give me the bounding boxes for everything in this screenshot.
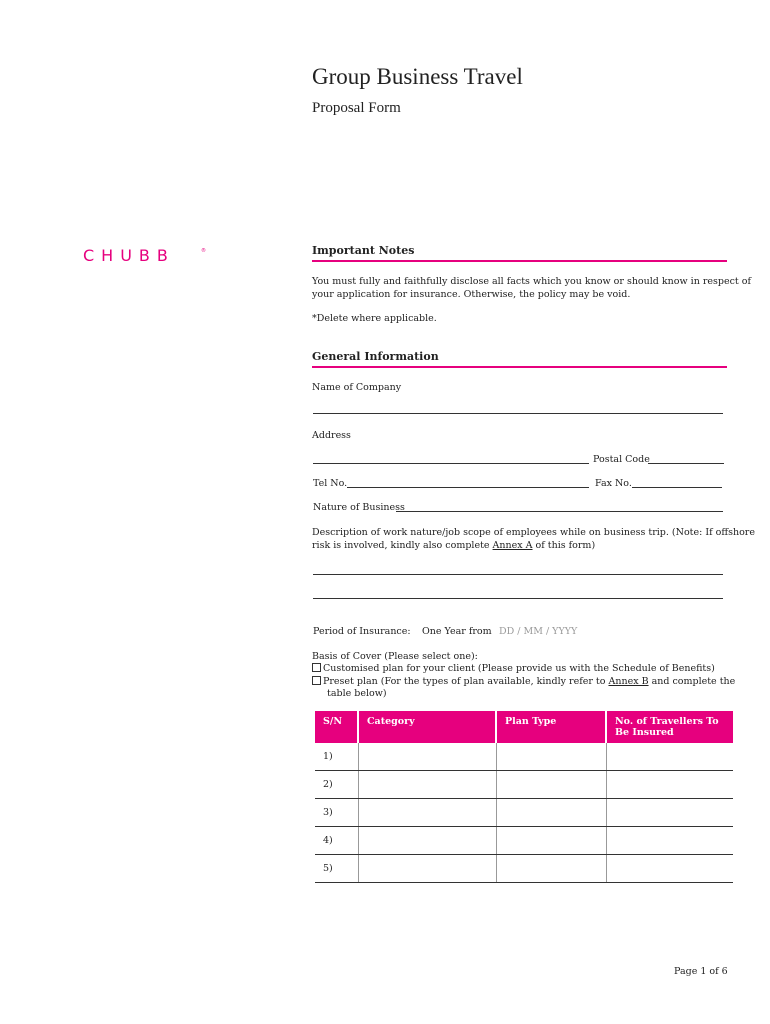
form-subtitle: Proposal Form [312,100,401,116]
address-label: Address [312,430,351,441]
logo-trademark: ® [201,248,206,254]
description-field-2[interactable] [313,598,723,599]
row-travellers-cell[interactable] [606,771,733,799]
annex-a-link[interactable]: Annex A [492,540,533,551]
address-field[interactable] [313,463,589,464]
header-category: Category [358,711,496,743]
nature-of-business-field[interactable] [396,511,723,512]
row-travellers-cell[interactable] [606,855,733,883]
annex-b-link[interactable]: Annex B [608,676,649,687]
company-name-label: Name of Company [312,382,402,393]
plans-table [315,711,733,883]
period-value: One Year from [422,626,492,637]
row-sn: 5) [315,855,358,883]
description-line2: risk is involved, kindly also complete Annex A of this form) [312,540,596,551]
row-travellers-cell[interactable] [606,799,733,827]
table-row [315,771,733,799]
option-preset[interactable]: Preset plan (For the types of plan available, kindly refer to Annex B and complete the [312,675,735,688]
notes-paragraph-line1: You must fully and faithfully disclose all facts which you know or should know in respect of [312,276,751,287]
period-date-input[interactable]: DD / MM / YYYY [499,626,578,637]
row-plan-type-cell[interactable] [496,855,606,883]
fax-label: Fax No. [595,478,632,489]
header-travellers: No. of Travellers To Be Insured [606,711,733,743]
option-preset-line2: table below) [327,688,387,699]
row-category-cell[interactable] [358,799,496,827]
important-notes-heading: Important Notes [312,244,415,257]
tel-label: Tel No. [313,478,348,489]
row-sn: 3) [315,799,358,827]
row-category-cell[interactable] [358,743,496,771]
table-row [315,855,733,883]
delete-note: *Delete where applicable. [312,313,437,324]
form-title: Group Business Travel [312,64,523,89]
general-info-heading: General Information [312,350,439,363]
postal-code-label: Postal Code [593,454,650,465]
company-name-field[interactable] [313,413,723,414]
row-travellers-cell[interactable] [606,743,733,771]
table-row [315,799,733,827]
option-customised[interactable]: Customised plan for your client (Please provide us with the Schedule of Benefits) [312,662,715,675]
important-notes-rule [312,260,727,262]
row-category-cell[interactable] [358,771,496,799]
general-info-rule [312,366,727,368]
customised-checkbox[interactable] [312,663,321,672]
table-row [315,743,733,771]
header-sn: S/N [315,711,358,743]
page-number: Page 1 of 6 [674,966,728,977]
row-category-cell[interactable] [358,827,496,855]
row-plan-type-cell[interactable] [496,799,606,827]
description-field-1[interactable] [313,574,723,575]
basis-of-cover-heading: Basis of Cover (Please select one): [312,651,478,662]
row-sn: 4) [315,827,358,855]
fax-field[interactable] [632,487,722,488]
preset-checkbox[interactable] [312,676,321,685]
row-plan-type-cell[interactable] [496,827,606,855]
header-plan-type: Plan Type [496,711,606,743]
notes-paragraph-line2: your application for insurance. Otherwise, the policy may be void. [312,289,631,300]
row-sn: 2) [315,771,358,799]
nature-of-business-label: Nature of Business [313,502,405,513]
description-line1: Description of work nature/job scope of employees while on business trip. (Note: If offshore [312,527,755,538]
row-sn: 1) [315,743,358,771]
postal-code-field[interactable] [648,463,724,464]
period-label: Period of Insurance: [313,626,411,637]
table-row [315,827,733,855]
table-header-row [315,711,733,743]
chubb-logo: CHUBB [83,246,175,265]
row-category-cell[interactable] [358,855,496,883]
row-plan-type-cell[interactable] [496,743,606,771]
row-plan-type-cell[interactable] [496,771,606,799]
row-travellers-cell[interactable] [606,827,733,855]
tel-field[interactable] [347,487,589,488]
